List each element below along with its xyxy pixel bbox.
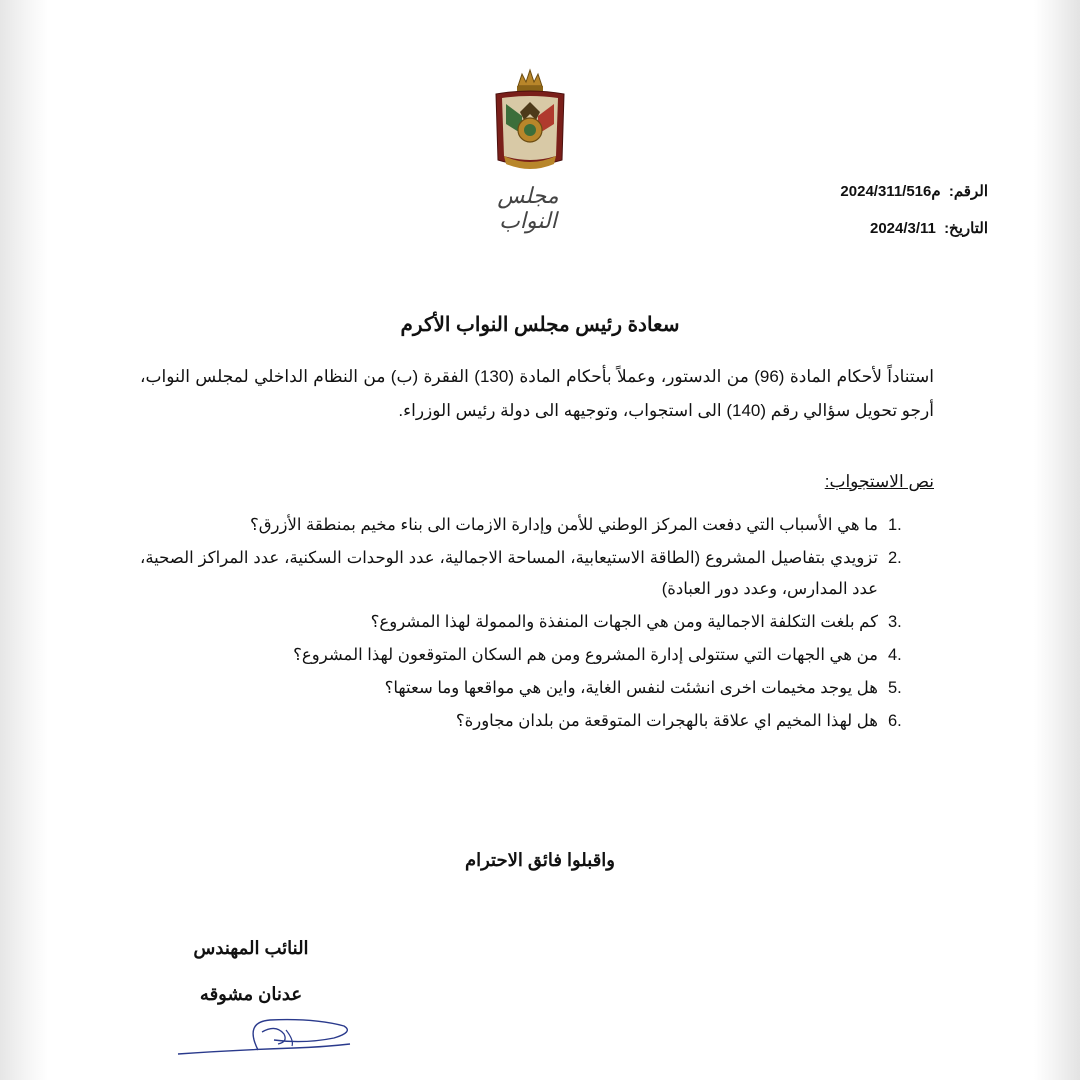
addressee: سعادة رئيس مجلس النواب الأكرم — [400, 314, 680, 336]
question-text: من هي الجهات التي ستتولى إدارة المشروع ومن هم السكان المتوقعون لهذا المشروع؟ — [293, 646, 878, 664]
coat-of-arms-icon — [488, 64, 572, 174]
question-list — [140, 510, 902, 737]
question-item — [140, 510, 902, 541]
question-text: ما هي الأسباب التي دفعت المركز الوطني للأمن وإدارة الازمات الى بناء مخيم بمنطقة الأزرق؟ — [249, 516, 878, 534]
reference-label: الرقم: — [948, 183, 988, 200]
question-item — [140, 607, 902, 638]
scan-edge-left — [0, 0, 48, 1080]
reference-number — [840, 182, 988, 200]
question-number: 2. — [888, 549, 902, 567]
date-value: 2024/3/11 — [869, 220, 936, 237]
signatory-name: عدنان مشوقه — [199, 984, 303, 1004]
council-name: مجلس النواب — [497, 184, 559, 234]
question-text: كم بلغت التكلفة الاجمالية ومن هي الجهات المنفذة والممولة لهذا المشروع؟ — [370, 613, 878, 631]
question-item — [140, 640, 902, 671]
section-title: نص الاستجواب: — [824, 472, 934, 491]
question-number: 3. — [888, 613, 902, 631]
handwritten-signature — [174, 1010, 358, 1062]
question-number: 6. — [888, 712, 902, 730]
question-text: هل يوجد مخيمات اخرى انشئت لنفس الغاية، واين هي مواقعها وما سعتها؟ — [384, 679, 878, 697]
letter-date — [870, 219, 988, 237]
signatory-title: النائب المهندس — [193, 938, 309, 958]
reference-value: م2024/311/516 — [840, 183, 941, 200]
closing-line: واقبلوا فائق الاحترام — [464, 850, 615, 870]
date-label: التاريخ: — [944, 220, 988, 237]
question-item — [140, 543, 902, 605]
question-number: 5. — [888, 679, 902, 697]
question-item — [140, 673, 902, 704]
question-number: 1. — [888, 516, 902, 534]
question-number: 4. — [888, 646, 902, 664]
scan-edge-right — [1034, 0, 1080, 1080]
body-paragraph: استناداً لأحكام المادة (96) من الدستور، وعملاً بأحكام المادة (130) الفقرة (ب) من النظام الداخلي لمجلس النواب، أرجو تحويل سؤالي رقم (140) الى استجواب، وتوجيهه الى دولة رئيس الوزراء. — [140, 367, 934, 420]
question-text: تزويدي بتفاصيل المشروع (الطاقة الاستيعابية، المساحة الاجمالية، عدد الوحدات السكنية، عدد المراكز الصحية، عدد المدارس، وعدد دور العبادة) — [140, 549, 878, 598]
question-text: هل لهذا المخيم اي علاقة بالهجرات المتوقعة من بلدان مجاورة؟ — [455, 712, 878, 730]
question-item — [140, 706, 902, 737]
